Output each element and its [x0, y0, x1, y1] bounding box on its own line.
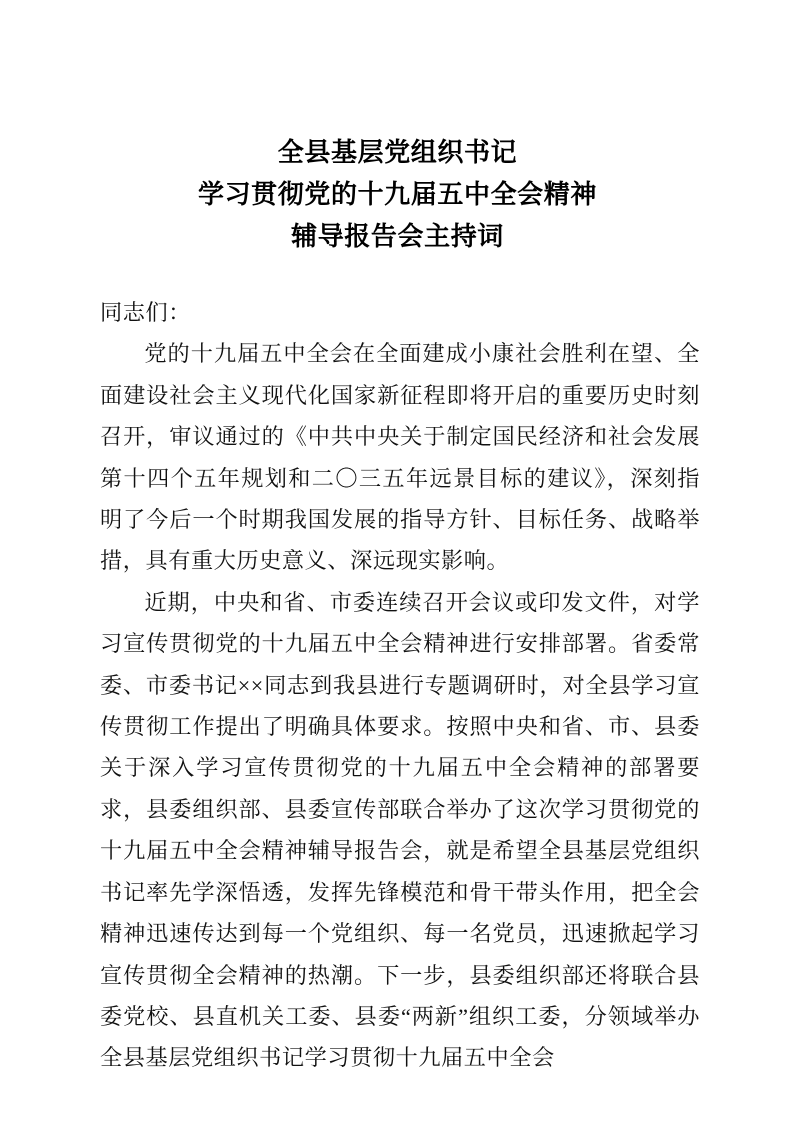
title-line-1: 全县基层党组织书记: [277, 138, 518, 167]
title-line-3: 辅导报告会主持词: [291, 222, 504, 251]
body-paragraph-1: 党的十九届五中全会在全面建成小康社会胜利在望、全面建设社会主义现代化国家新征程即将开启的重要历史时刻召开，审议通过的《中共中央关于制定国民经济和社会发展第十四个五年规划和二〇三五年远景目标的建议》，深刻指明了今后一个时期我国发展的指导方针、目标任务、战略举措，具有重大历史意义、深远现实影响。: [100, 341, 700, 574]
salutation: 同志们：: [100, 300, 191, 325]
title-line-2: 学习贯彻党的十九届五中全会精神: [197, 180, 597, 209]
body-paragraph-2: 近期，中央和省、市委连续召开会议或印发文件，对学习宣传贯彻党的十九届五中全会精神进行安排部署。省委常委、市委书记××同志到我县进行专题调研时，对全县学习宣传贯彻工作提出了明确具体要求。按照中央和省、市、县委关于深入学习宣传贯彻党的十九届五中全会精神的部署要求，县委组织部、县委宣传部联合举办了这次学习贯彻党的十九届五中全会精神辅导报告会，就是希望全县基层党组织书记率先学深悟透，发挥先锋模范和骨干带头作用，把全会精神迅速传达到每一个党组织、每一名党员，迅速掀起学习宣传贯彻全会精神的热潮。下一步，县委组织部还将联合县委党校、县直机关工委、县委“两新”组织工委，分领域举办全县基层党组织书记学习贯彻十九届五中全会: [100, 589, 700, 1071]
document-body: [100, 292, 700, 1079]
document-title: [100, 132, 695, 258]
